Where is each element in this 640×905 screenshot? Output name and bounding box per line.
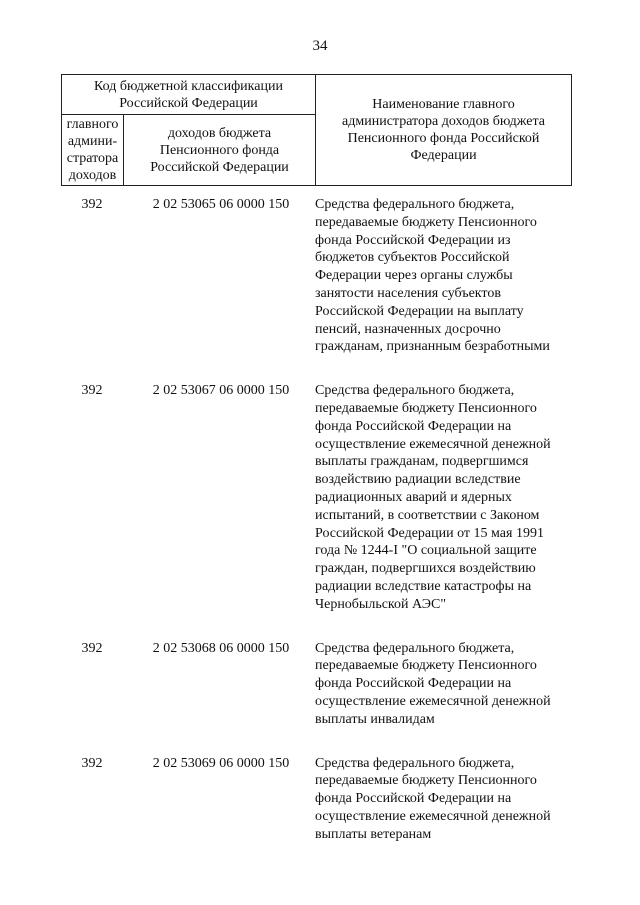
classification-table-header [61,74,572,186]
income-description: Средства федерального бюджета, передаваемые бюджету Пенсионного фонда Российской Федерации на осуществление ежемесячной денежной выплаты инвалидам [315,640,551,727]
classification-rows [61,196,571,870]
fund-income-column-heading: доходов бюджета Пенсионного фонда Российской Федерации [124,115,316,186]
income-description: Средства федерального бюджета, передаваемые бюджету Пенсионного фонда Российской Федерации на осуществление ежемесячной денежной выплаты ветеранам [315,755,551,842]
page-number: 34 [312,38,328,54]
income-classification-code: 2 02 53068 06 0000 150 [152,640,290,656]
income-description: Средства федерального бюджета, передаваемые бюджету Пенсионного фонда Российской Федерации из бюджетов субъектов Российской Федерации через органы службы занятости населения субъектов Российской Федерации на выплату пенсий, назначенных досрочно гражданам, признанным безработными [315,197,550,355]
income-classification-code: 2 02 53067 06 0000 150 [152,383,290,399]
income-classification-code: 2 02 53069 06 0000 150 [152,755,290,771]
table-row [61,196,571,356]
administrator-code: 392 [81,755,103,771]
table-row [61,640,571,729]
administrator-code: 392 [81,640,103,656]
administrator-name-heading: Наименование главного администратора доходов бюджета Пенсионного фонда Российской Федерации [316,75,572,186]
table-row [61,382,571,613]
income-description: Средства федерального бюджета, передаваемые бюджету Пенсионного фонда Российской Федерации на осуществление ежемесячной денежной выплаты гражданам, подвергшимся воздействию радиации вследствие радиационных аварий и ядерных испытаний, в соответствии с Законом Российской Федерации от 15 мая 1991 года № 1244-I "О социальной защите граждан, подвергшихся воздействию радиации вследствие катастрофы на Чернобыльской АЭС" [315,383,551,612]
income-classification-code: 2 02 53065 06 0000 150 [152,197,290,212]
administrator-code: 392 [81,383,103,399]
main-administrator-column-heading: главного админи-стратора доходов [62,115,124,186]
budget-classification-code-heading: Код бюджетной классификации Российской Федерации [62,75,316,115]
table-row [61,755,571,844]
administrator-code: 392 [81,197,103,212]
